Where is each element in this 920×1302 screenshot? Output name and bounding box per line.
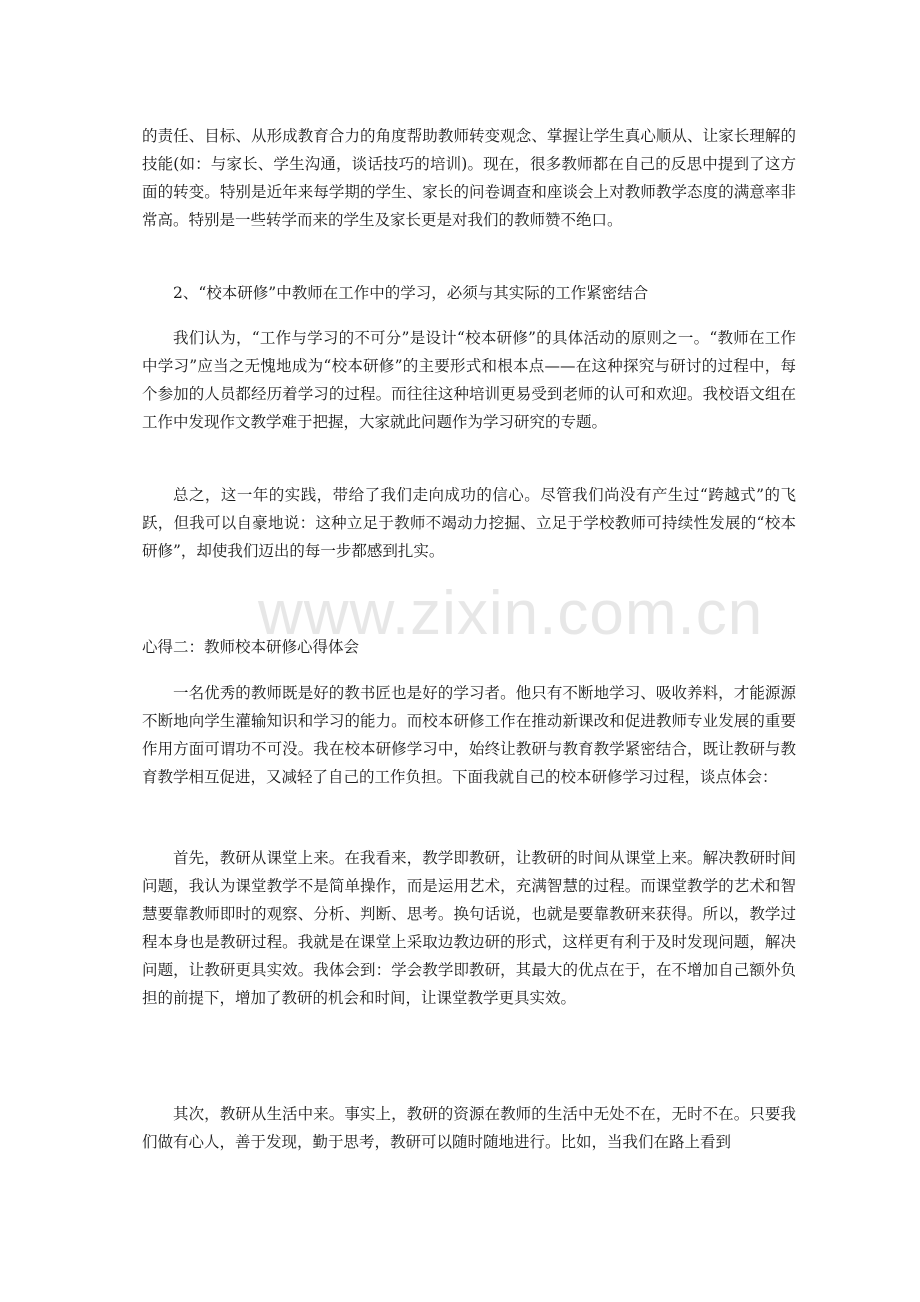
paragraph-continued: 的责任、目标、从形成教育合力的角度帮助教师转变观念、掌握让学生真心顺从、让家长理解的技能(如：与家长、学生沟通，谈话技巧的培训)。现在，很多教师都在自己的反思中提到了这方面的转变。特别是近年来每学期的学生、家长的问卷调查和座谈会上对教师教学态度的满意率非常高。特别是一些转学而来的学生及家长更是对我们的教师赞不绝口。 xyxy=(142,127,796,229)
paragraph-intro: 一名优秀的教师既是好的教书匠也是好的学习者。他只有不断地学习、吸收养料，才能源源不断地向学生灌输知识和学习的能力。而校本研修工作在推动新课改和促进教师专业发展的重要作用方面可谓功不可没。我在校本研修学习中，始终让教研与教育教学紧密结合，既让教研与教育教学相互促进，又减轻了自己的工作负担。下面我就自己的校本研修学习过程，谈点体会： xyxy=(142,684,796,786)
paragraph-second-point: 其次，教研从生活中来。事实上，教研的资源在教师的生活中无处不在，无时不在。只要我们做有心人，善于发现，勤于思考，教研可以随时随地进行。比如，当我们在路上看到 xyxy=(142,1105,796,1151)
paragraph-summary: 总之，这一年的实践，带给了我们走向成功的信心。尽管我们尚没有产生过“跨越式”的飞跃，但我可以自豪地说：这种立足于教师不竭动力挖掘、立足于学校教师可持续性发展的“校本研修”，却使我们迈出的每一步都感到扎实。 xyxy=(142,486,796,560)
section-heading: 心得二：教师校本研修心得体会 xyxy=(142,638,360,656)
paragraph-first-point: 首先，教研从课堂上来。在我看来，教学即教研，让教研的时间从课堂上来。解决教研时间问题，我认为课堂教学不是简单操作，而是运用艺术，充满智慧的过程。而课堂教学的艺术和智慧要靠教师即时的观察、分析、判断、思考。换句话说，也就是要靠教研来获得。所以，教学过程本身也是教研过程。我就是在课堂上采取边教边研的形式，这样更有利于及时发现问题，解决问题，让教研更具实效。我体会到：学会教学即教研，其最大的优点在于，在不增加自己额外负担的前提下，增加了教研的机会和时间，让课堂教学更具实效。 xyxy=(142,849,796,1007)
paragraph-work-learning: 我们认为，“工作与学习的不可分”是设计“校本研修”的具体活动的原则之一。“教师在工作中学习”应当之无愧地成为“校本研修”的主要形式和根本点——在这种探究与研讨的过程中，每个参加的人员都经历着学习的过程。而往往这种培训更易受到老师的认可和欢迎。我校语文组在工作中发现作文教学难于把握，大家就此问题作为学习研究的专题。 xyxy=(142,329,796,431)
subheading-item-2: 2、“校本研修”中教师在工作中的学习，必须与其实际的工作紧密结合 xyxy=(173,284,649,302)
watermark: www.zixin.com.cn xyxy=(258,579,764,648)
